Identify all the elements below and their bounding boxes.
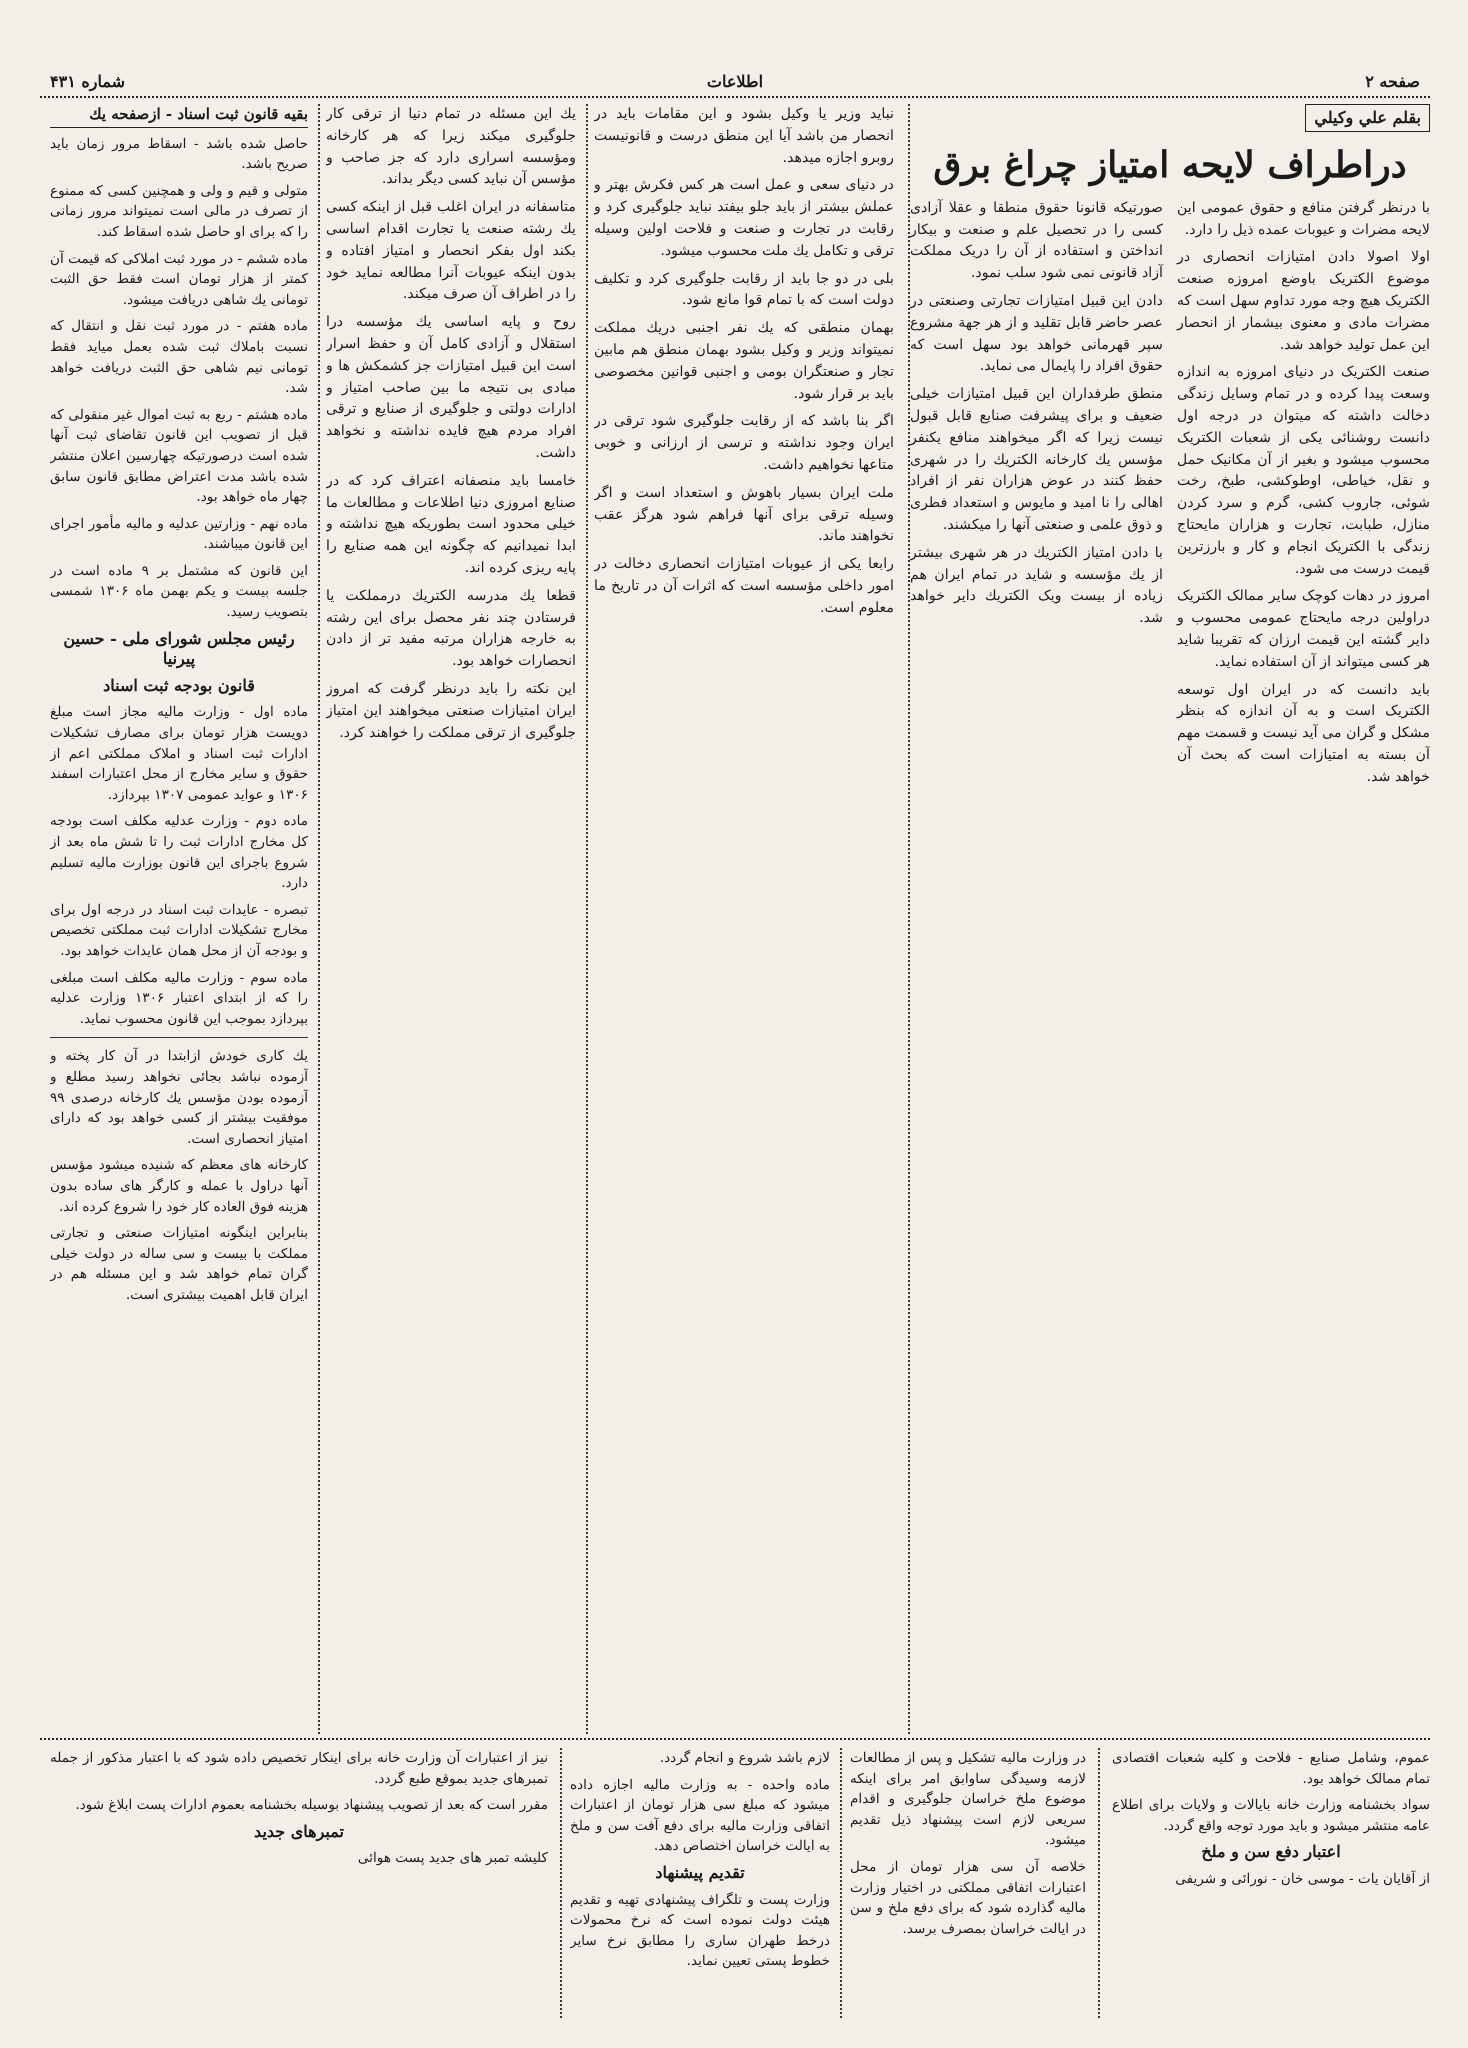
paragraph: صورتیکه قانونا حقوق منطقا و عقلا آزادی کسی را در تحصیل علم و صنعت و بیکار انداختن و استفاده از آن را دریک مملکت آزاد قانونی نمی شود سلب نمود.: [910, 199, 1163, 282]
paragraph: یك کاری خودش ازابتدا در آن کار پخته و آزموده نباشد بجائی نخواهد رسید مطلع و آزموده بودن مؤسس یك کارخانه درصدی ۹۹ موفقیت بیشتر از کسی خواهد بود که دارای امتیاز انحصاری است.: [50, 1048, 308, 1147]
paragraph: ماده دوم - وزارت عدلیه مکلف است بودجه کل مخارج ادارات ثبت را تا شش ماه بعد از شروع باجرای این قانون بوزارت مالیه تسلیم دارد.: [50, 813, 308, 892]
issue-number: شماره ۴۳۱: [50, 72, 125, 91]
paragraph: نباید وزیر یا وکیل بشود و این مقامات باید در انحصار من باشد آیا این منطق درست و قانونیست روبرو اجازه میدهد.: [594, 106, 894, 166]
paragraph: خامسا باید منصفانه اعتراف کرد که در صنایع امروزی دنیا اطلاعات و مطالعات ما خیلی محدود است بطوریکه هیچ نداشته و ابدا نمیدانیم که چگونه این همه صنایع را پایه ریزی کرده اند.: [326, 472, 576, 576]
paragraph: خلاصه آن سی هزار تومان از محل اعتبارات اتفاقی مملکتی در اختیار وزارت مالیه گذارده شود که برای دفع ملخ و سن در ایالت خراسان بمصرف برسد.: [850, 1858, 1086, 1937]
signature: رئیس مجلس شورای ملی - حسین پیرنیا: [63, 628, 295, 669]
section-title: اعتبار دفع سن و ملخ: [1201, 1842, 1341, 1862]
paragraph: ماده سوم - وزارت مالیه مکلف است مبلغی را که از ابتدای اعتبار ۱۳۰۶ وزارت عدلیه بپردازد بموجب این قانون محسوب نماید.: [50, 969, 308, 1027]
bottom-col-1: [1112, 1748, 1430, 2028]
section-title: تقدیم پیشنهاد: [655, 1862, 745, 1882]
top-rule: [40, 96, 1430, 98]
paragraph: در وزارت مالیه تشکیل و پس از مطالعات لازمه وسیدگی ساوابق امر برای اینکه موضوع ملخ خراسان جلوگیری و اقدام سریعی لازم است پیشنهاد ذیل تقدیم میشود.: [850, 1750, 1086, 1849]
paragraph: عموم، وشامل صنایع - فلاحت و کلیه شعبات اقتصادی تمام ممالک خواهد بود.: [1112, 1750, 1430, 1787]
paragraph: با دادن امتیاز الکتریك در هر شهری بیشتر از یك مؤسسه و شاید در تمام ایران هم زیاده از بیست ویک الکتریك دایر خواهد شد.: [910, 544, 1163, 627]
paragraph: حاصل شده باشد - اسقاط مرور زمان باید صریح باشد.: [50, 135, 308, 173]
bottom-col-3: [570, 1748, 830, 2028]
paragraph: دادن این قبیل امتیازات تجارتی وصنعتی در عصر حاضر قابل تقلید و از هر جهة مشروع سپر قهرمانی خواهد بود سهل است که حقوق افراد را پایمال می نماید.: [910, 292, 1163, 375]
section-divider: [50, 1037, 308, 1038]
paragraph: ماده نهم - وزارتین عدلیه و مالیه مأمور اجرای این قانون میباشند.: [50, 515, 308, 553]
paragraph: در دنیای سعی و عمل است هر کس فکرش بهتر و عملش بیشتر از باید جلو بیفتد نباید جلوگیری کرد و رقابت در تجارت و صنعت و فلاحت اولین وسیله ترقی و تکامل یك ملت محسوب میشود.: [594, 177, 894, 259]
paragraph: ماده واحده - به وزارت مالیه اجازه داده میشود که مبلغ سی هزار تومان از اعتبارات اتفاقی وزارت مالیه برای دفع آفت سن و ملخ به ایالت خراسان اختصاص دهد.: [570, 1776, 830, 1855]
paragraph: با درنظر گرفتن منافع و حقوق عمومی این لایحه مضرات و عیوبات عمده ذیل را دارد.: [1177, 199, 1430, 238]
paragraph: متولی و قیم و ولی و همچنین کسی که ممنوع از تصرف در مالی است نمیتواند مرور زمانی را که برای او حاصل شده اسقاط کند.: [50, 182, 308, 240]
paragraph: بلی در دو جا باید از رقابت جلوگیری کرد و تکلیف دولت است که با تمام قوا مانع شود.: [594, 270, 894, 309]
column-divider: [840, 1748, 842, 2018]
column-divider: [908, 104, 910, 1734]
paragraph: باید دانست که در ایران اول توسعه الکتریک است و به آن اندازه که بنظر مشکل و گران می آید نیست و قسمت مهم آن بسته به امتیازات است که بحث آن خواهد شد.: [1177, 681, 1430, 785]
paragraph: رابعا یکی از عیوبات امتیازات انحصاری دخالت در امور داخلی مؤسسه است که اثرات آن در تاریخ ما معلوم است.: [594, 556, 894, 616]
main-article-columns: [910, 198, 1430, 795]
paragraph: ماده اول - وزارت مالیه مجاز است مبلغ دویست هزار تومان برای مصارف تشکیلات ادارات ثبت اسناد و املاک مملکتی اعم از حقوق و سایر مخارج از محل اعتبارات اسفند ۱۳۰۶ و عواید عمومی ۱۳۰۷ بپردازد.: [50, 704, 308, 803]
paragraph: این قانون که مشتمل بر ۹ ماده است در جلسه بیست و یکم بهمن ماه ۱۳۰۶ شمسی بتصویب رسید.: [50, 562, 308, 621]
paragraph: امروز در دهات کوچک سایر ممالک الکتریک دراولین درجه مایحتاج عمومی محسوب و دایر گشته این قیمت ارزان که تقریبا شاید هر کسی میتواند از آن استفاده نماید.: [1177, 588, 1430, 670]
newspaper-name: اطلاعات: [706, 72, 764, 91]
paragraph: یك این مسئله در تمام دنیا از ترقی کار جلوگیری میکند زیرا که هر کارخانه ومؤسسه اسراری دارد که جز صاحب و مؤسس آن نباید کسی دیگر بداند.: [326, 106, 576, 188]
main-article: [910, 104, 1430, 1734]
bottom-col-4: [50, 1748, 548, 2028]
main-article-col-b: [910, 198, 1163, 795]
column-divider: [1098, 1748, 1100, 2018]
bottom-col-2: [850, 1748, 1086, 2028]
paragraph: ماده ششم - در مورد ثبت املاکی که قیمت آن کمتر از هزار تومان است فقط حق الثبت تومانی یك شاهی دریافت میشود.: [50, 250, 308, 308]
paragraph: صنعت الکتریک در دنیای امروزه به اندازه وسعت پیدا کرده و در تمام وسایل زندگی دخالت داشته که میتوان در درجه اول دانست روشنائی یکی از شعبات الکتریک محسوب میشود و بغیر از آن مکانیک حمل و نقل، خیاطی، اوطوکشی، طبخ، رخت شوئی، جاروب کشی، گرم و سرد کردن منازل، طبابت، تجارت و هزاران مایحتاج زندگی با الکتریک انجام و کار و بارزترین قیمت درست می شود.: [1177, 364, 1430, 577]
masthead: [40, 72, 1430, 94]
mid-rule: [40, 1738, 1430, 1740]
section-title: تمبرهای جدید: [254, 1821, 344, 1841]
section-title: قانون بودجه ثبت اسناد: [103, 675, 255, 695]
paragraph: متاسفانه در ایران اغلب قبل از اینکه کسی یك رشته صنعت یا تجارت اقدام اساسی بکند اول بفکر انحصار و امتیاز افتاده و بدون اینکه عیوبات آنرا مطالعه نماید خود را در اطراف آن صرف میکند.: [326, 199, 576, 303]
section-title: بقیه قانون ثبت اسناد - ازصفحه یك: [50, 104, 308, 128]
byline: بقلم علي وكيلي: [1305, 104, 1430, 132]
paragraph: ماده هشتم - ربع به ثبت اموال غیر منقولی که قبل از تصویب این قانون تقاضای ثبت آنها شده است درصورتیکه چهارسین اعلان منتشر شده باشد مدت اعتراض مطابق قانون سابق چهار ماه خواهد بود.: [50, 406, 308, 506]
paragraph: قطعا یك مدرسه الکتریك درمملکت یا فرستادن چند نفر محصل برای این رشته به خارجه هزاران مرتبه مفید تر از دادن انحصارات خواهد بود.: [326, 587, 576, 670]
column-4: [326, 104, 576, 1734]
column-divider: [586, 104, 588, 1734]
paragraph: کارخانه های معظم که شنیده میشود مؤسس آنها دراول با عمله و کارگر های ساده بدون هزینه فوق العاده کار خود را شروع کرده اند.: [50, 1157, 308, 1215]
main-article-col-a: [1177, 198, 1430, 795]
paragraph: ملت ایران بسیار باهوش و استعداد است و اگر وسیله ترقی برای آنها فراهم شود هرگز عقب نخواهند ماند.: [594, 484, 894, 545]
column-divider: [318, 104, 320, 1734]
paragraph: وزارت پست و تلگراف پیشنهادی تهیه و تقدیم هیئت دولت نموده است که نرخ محمولات درخط طهران ساری را مطابق نرخ سایر خطوط پستی تعیین نماید.: [570, 1891, 830, 1970]
paragraph: اگر بنا باشد که از رقابت جلوگیری شود ترقی در ایران وجود نداشته و ترسی از ارزانی و خوبی متاعها نخواهیم داشت.: [594, 413, 894, 473]
paragraph: سواد بخشنامه وزارت خانه بایالات و ولایات برای اطلاع عامه منتشر میشود و باید مورد توجه واقع گردد.: [1112, 1797, 1430, 1834]
paragraph: این نکته را باید درنظر گرفت که امروز ایران امتیازات صنعتی میخواهند این امتیاز جلوگیری از ترقی مملکت را خواهند کرد.: [326, 680, 576, 741]
paragraph: ماده هفتم - در مورد ثبت نقل و انتقال که نسبت باملاك ثبت شده بعمل میاید فقط تومانی نیم شاهی حق الثبت دریافت خواهد شد.: [50, 318, 308, 397]
column-5: [50, 104, 308, 1734]
paragraph: بهمان منطقی که یك نفر اجنبی دریك مملکت نمیتواند وزیر و وکیل بشود بهمان منطق هم مابین تجار و صنعتگران بومی و اجنبی قوانین مخصوصی باید بر قرار شود.: [594, 320, 894, 402]
headline: دراطراف لايحه امتياز چراغ برق: [933, 143, 1407, 186]
paragraph: از آقایان یات - موسی خان - نورائی و شریفی: [1175, 1870, 1430, 1887]
page-number: صفحه ۲: [1365, 72, 1420, 91]
paragraph: نیز از اعتبارات آن وزارت خانه برای اینکار تخصیص داده شود که با اعتبار مذکور از جمله تمبرهای جدید بموقع طبع گردد.: [50, 1750, 548, 1787]
paragraph: کلیشه تمبر های جدید پست هوائی: [357, 1850, 548, 1867]
paragraph: بنابراین اینگونه امتیازات صنعتی و تجارتی مملکت با بیست و سی ساله در دولت خیلی گران تمام خواهد شد و این مسئله هم در ایران قابل اهمیت بیشتری است.: [50, 1225, 308, 1303]
paragraph: لازم باشد شروع و انجام گردد.: [659, 1750, 830, 1766]
paragraph: تبصره - عایدات ثبت اسناد در درجه اول برای مخارج تشکیلات ادارات ثبت مملکتی تخصیص و بودجه آن از محل همان عایدات خواهد بود.: [50, 901, 308, 959]
paragraph: منطق طرفداران این قبیل امتیازات خیلی ضعیف و برای پیشرفت صنایع قابل قبول نیست زیرا که اگر میخواهند منافع یکنفر مؤسس یك کارخانه الکتریك را در شهری حفظ کنند در عوض هزاران نفر از افراد اهالی را نا امید و مایوس و استعداد فطری و ذوق علمی و صنعتی آنها را میکشند.: [910, 386, 1163, 533]
paragraph: روح و پایه اساسی یك مؤسسه درا استقلال و آزادی کامل آن و حفظ اسرار است این قبیل امتیازات جز کشمکش ها و مبادی بی نتیجه ما بین صاحب امتیاز و ادارات دولتی و جلوگیری از صنایع و ترقی افراد مردم هیچ فایده نداشته و نخواهد داشت.: [326, 314, 576, 461]
paragraph: مقرر است که بعد از تصویب پیشنهاد بوسیله بخشنامه بعموم ادارات پست ابلاغ شود.: [75, 1797, 548, 1814]
paragraph: اولا اصولا دادن امتیازات انحصاری در موضوع الکتریک باوضع امروزه صنعت الکتریک هیچ وجه مورد تداوم سهل است که مضرات مادی و معنوی بیشمار از انحصار این عمل تولید خواهد شد.: [1177, 249, 1430, 353]
column-divider: [560, 1748, 562, 2018]
column-3: [594, 104, 894, 1734]
